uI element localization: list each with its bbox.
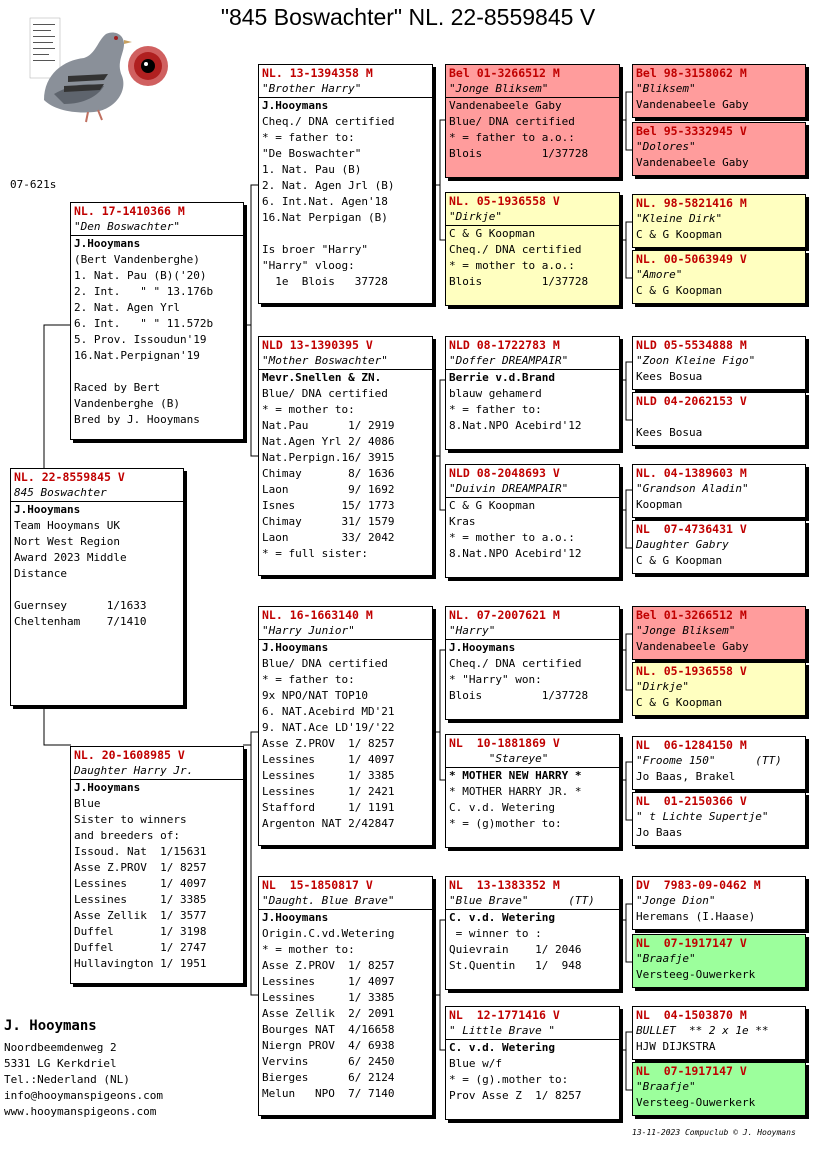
- ancestor-card-5-5[interactable]: [632, 336, 806, 390]
- info-line: C. v.d. Wetering: [449, 1041, 555, 1054]
- info-line: Laon 9/ 1692: [262, 483, 395, 496]
- info-line: Kees Bosua: [636, 370, 703, 383]
- info-line: Asse Zellik 2/ 2091: [262, 1007, 395, 1020]
- info-line: " t Lichte Supertje": [636, 810, 769, 823]
- info-line: Kees Bosua: [636, 426, 703, 439]
- ring-number: NL 06-1284150 M: [636, 738, 747, 752]
- info-line: * = (g)mother to:: [449, 817, 562, 830]
- ring-number: NL 04-1503870 M: [636, 1008, 747, 1022]
- info-line: * = mother to:: [262, 943, 355, 956]
- ancestor-card-5-16[interactable]: [632, 1062, 806, 1116]
- footer-credit: 13-11-2023 Compuclub © J. Hooymans: [632, 1128, 796, 1137]
- info-line: Issoud. Nat 1/15631: [74, 845, 207, 858]
- info-line: Blue w/f: [449, 1057, 502, 1070]
- info-line: "Braafje": [636, 952, 696, 965]
- info-line: Chimay 31/ 1579: [262, 515, 395, 528]
- info-line: 9x NPO/NAT TOP10: [262, 689, 368, 702]
- info-line: Versteeg-Ouwerkerk: [636, 1096, 756, 1109]
- info-line: Blue/ DNA certified: [262, 387, 388, 400]
- info-line: * = mother to:: [262, 403, 355, 416]
- pigeon-name: 845 Boswachter: [11, 485, 183, 502]
- info-line: Versteeg-Ouwerkerk: [636, 968, 756, 981]
- pigeon-name: " Little Brave ": [446, 1023, 619, 1040]
- owner-line: Noordbeemdenweg 2: [4, 1041, 117, 1054]
- pigeon-name: "Mother Boswachter": [259, 353, 432, 370]
- info-line: "Froome 150" (TT): [636, 754, 782, 767]
- info-line: 2. Nat. Agen Jrl (B): [262, 179, 395, 192]
- pigeon-name: "Den Boswachter": [71, 219, 243, 236]
- info-line: Bourges NAT 4/16658: [262, 1023, 395, 1036]
- info-line: Asse Z.PROV 1/ 8257: [74, 861, 207, 874]
- ancestor-card-5-4[interactable]: [632, 250, 806, 304]
- info-line: J.Hooymans: [262, 641, 329, 654]
- info-line: 1. Nat. Pau (B): [262, 163, 362, 176]
- ring-number: NL. 04-1389603 M: [636, 466, 747, 480]
- info-line: "Jonge Dion": [636, 894, 716, 907]
- info-line: Isnes 15/ 1773: [262, 499, 395, 512]
- info-line: Vandenabeele Gaby: [636, 156, 749, 169]
- dam-card[interactable]: [70, 746, 244, 984]
- info-line: Heremans (I.Haase): [636, 910, 756, 923]
- info-line: 16.Nat Perpigan (B): [262, 211, 388, 224]
- info-line: Stafford 1/ 1191: [262, 801, 395, 814]
- ancestor-card-5-12[interactable]: [632, 792, 806, 846]
- info-line: J.Hooymans: [14, 503, 81, 516]
- info-line: "De Boswachter": [262, 147, 362, 160]
- info-line: "Dirkje": [636, 680, 689, 693]
- info-line: Vandenabeele Gaby: [449, 99, 562, 112]
- info-line: Nat.Agen Yrl 2/ 4086: [262, 435, 395, 448]
- ancestor-card-5-7[interactable]: [632, 464, 806, 518]
- info-line: * = full sister:: [262, 547, 368, 560]
- info-line: Jo Baas: [636, 826, 683, 839]
- info-line: "Bliksem": [636, 82, 696, 95]
- info-line: Lessines 1/ 3385: [262, 769, 395, 782]
- info-line: "Kleine Dirk": [636, 212, 723, 225]
- pigeon-name: "Harry Junior": [259, 623, 432, 640]
- ring-number: NL. 98-5821416 M: [636, 196, 747, 210]
- info-line: Raced by Bert: [74, 381, 161, 394]
- info-line: Vandenberghe (B): [74, 397, 180, 410]
- info-line: Cheq./ DNA certified: [449, 657, 582, 670]
- info-line: Berrie v.d.Brand: [449, 371, 555, 384]
- sire-sire-card[interactable]: [258, 64, 433, 304]
- info-line: Vandenabeele Gaby: [636, 98, 749, 111]
- info-line: C & G Koopman: [449, 499, 536, 512]
- info-line: HJW DIJKSTRA: [636, 1040, 716, 1053]
- pigeon-name: "Blue Brave" (TT): [446, 893, 619, 910]
- pedigree-code: 07-621s: [10, 178, 57, 191]
- info-line: Lessines 1/ 2421: [262, 785, 395, 798]
- info-line: C. v.d. Wetering: [449, 911, 555, 924]
- info-line: "Braafje": [636, 1080, 696, 1093]
- info-line: Distance: [14, 567, 67, 580]
- info-line: Blue/ DNA certified: [449, 115, 575, 128]
- info-line: (Bert Vandenberghe): [74, 253, 200, 266]
- info-line: 8.Nat.NPO Acebird'12: [449, 419, 582, 432]
- info-line: Lessines 1/ 3385: [262, 991, 395, 1004]
- pigeon-name: "Jonge Bliksem": [446, 81, 619, 98]
- info-line: Nat.Perpign.16/ 3915: [262, 451, 395, 464]
- info-line: [259, 226, 432, 242]
- ancestor-card-5-14[interactable]: [632, 934, 806, 988]
- info-line: * MOTHER HARRY JR. *: [449, 785, 582, 798]
- info-line: Duffel 1/ 3198: [74, 925, 207, 938]
- ring-number: NL 07-4736431 V: [636, 522, 747, 536]
- info-line: Argenton NAT 2/42847: [262, 817, 395, 830]
- info-line: * = father to:: [449, 403, 542, 416]
- info-line: C & G Koopman: [636, 554, 723, 567]
- ring-number: NL. 07-2007621 M: [449, 608, 560, 622]
- info-line: = winner to :: [449, 927, 542, 940]
- info-line: 6. Int. " " 11.572b: [74, 317, 214, 330]
- info-line: "Amore": [636, 268, 683, 281]
- dam-sire-card[interactable]: [258, 606, 433, 846]
- info-line: 6. NAT.Acebird MD'21: [262, 705, 395, 718]
- info-line: Melun NPO 7/ 7140: [262, 1087, 395, 1100]
- info-line: C & G Koopman: [636, 696, 723, 709]
- ancestor-card-5-3[interactable]: [632, 194, 806, 248]
- ring-number: NL 13-1383352 M: [449, 878, 560, 892]
- info-line: Blue: [74, 797, 101, 810]
- ancestor-card-5-8[interactable]: [632, 520, 806, 574]
- info-line: [633, 409, 805, 425]
- pigeon-name: "Doffer DREAMPAIR": [446, 353, 619, 370]
- ancestor-card-4-8[interactable]: [445, 1006, 620, 1120]
- ring-number: NL. 05-1936558 V: [449, 194, 560, 208]
- info-line: [71, 364, 243, 380]
- info-line: Asse Z.PROV 1/ 8257: [262, 959, 395, 972]
- ring-number: NLD 04-2062153 V: [636, 394, 747, 408]
- info-line: Blois 1/37728: [449, 689, 589, 702]
- info-line: Origin.C.vd.Wetering: [262, 927, 395, 940]
- info-line: Kras: [449, 515, 476, 528]
- pedigree-subject-card[interactable]: [10, 468, 184, 706]
- pigeon-name: "Daught. Blue Brave": [259, 893, 432, 910]
- ancestor-card-4-3[interactable]: [445, 336, 620, 450]
- info-line: [11, 582, 183, 598]
- info-line: and breeders of:: [74, 829, 180, 842]
- dam-dam-card[interactable]: [258, 876, 433, 1116]
- info-line: Vandenabeele Gaby: [636, 640, 749, 653]
- pigeon-name: "Stareye": [446, 751, 619, 768]
- info-line: 2. Nat. Agen Yrl: [74, 301, 180, 314]
- info-line: "Harry" vloog:: [262, 259, 355, 272]
- ring-number: NL 15-1850817 V: [262, 878, 373, 892]
- ring-number: NL. 16-1663140 M: [262, 608, 373, 622]
- ring-number: NL. 13-1394358 M: [262, 66, 373, 80]
- pigeon-name: "Brother Harry": [259, 81, 432, 98]
- info-line: Duffel 1/ 2747: [74, 941, 207, 954]
- info-line: "Jonge Bliksem": [636, 624, 736, 637]
- info-line: 5. Prov. Issoudun'19: [74, 333, 207, 346]
- info-line: C. v.d. Wetering: [449, 801, 555, 814]
- ancestor-card-5-1[interactable]: [632, 64, 806, 118]
- owner-line: Tel.:Nederland (NL): [4, 1073, 130, 1086]
- pigeon-name: "Harry": [446, 623, 619, 640]
- owner-line: 5331 LG Kerkdriel: [4, 1057, 117, 1070]
- info-line: * = father to:: [262, 131, 355, 144]
- ancestor-card-5-10[interactable]: [632, 662, 806, 716]
- owner-email[interactable]: info@hooymanspigeons.com: [4, 1089, 163, 1102]
- ancestor-card-5-15[interactable]: [632, 1006, 806, 1060]
- ring-number: NL 10-1881869 V: [449, 736, 560, 750]
- ancestor-card-5-2[interactable]: [632, 122, 806, 176]
- info-line: Daughter Gabry: [636, 538, 729, 551]
- info-line: J.Hooymans: [262, 99, 329, 112]
- info-line: Lessines 1/ 4097: [74, 877, 207, 890]
- info-line: Chimay 8/ 1636: [262, 467, 395, 480]
- info-line: * MOTHER NEW HARRY *: [449, 769, 582, 782]
- owner-website[interactable]: www.hooymanspigeons.com: [4, 1105, 157, 1118]
- ancestor-card-4-7[interactable]: [445, 876, 620, 990]
- ring-number: NLD 08-1722783 M: [449, 338, 560, 352]
- ring-number: NLD 13-1390395 V: [262, 338, 373, 352]
- info-line: 2. Int. " " 13.176b: [74, 285, 214, 298]
- ring-number: NL. 17-1410366 M: [74, 204, 185, 218]
- ring-number: NL 07-1917147 V: [636, 1064, 747, 1078]
- info-line: Team Hooymans UK: [14, 519, 120, 532]
- info-line: Cheq./ DNA certified: [449, 243, 582, 256]
- page-title: "845 Boswachter" NL. 22-8559845 V: [220, 4, 596, 30]
- owner-name: J. Hooymans: [4, 1018, 97, 1034]
- info-line: Hullavington 1/ 1951: [74, 957, 207, 970]
- info-line: Blois 1/37728: [449, 275, 589, 288]
- info-line: "Grandson Aladin": [636, 482, 749, 495]
- info-line: J.Hooymans: [74, 781, 141, 794]
- info-line: St.Quentin 1/ 948: [449, 959, 582, 972]
- info-line: Prov Asse Z 1/ 8257: [449, 1089, 582, 1102]
- ancestor-card-5-11[interactable]: [632, 736, 806, 790]
- ring-number: NLD 05-5534888 M: [636, 338, 747, 352]
- info-line: Niergn PROV 4/ 6938: [262, 1039, 395, 1052]
- info-line: 8.Nat.NPO Acebird'12: [449, 547, 582, 560]
- info-line: C & G Koopman: [636, 228, 723, 241]
- ring-number: NL. 20-1608985 V: [74, 748, 185, 762]
- info-line: Nat.Pau 1/ 2919: [262, 419, 395, 432]
- info-line: * = (g).mother to:: [449, 1073, 569, 1086]
- info-line: 6. Int.Nat. Agen'18: [262, 195, 388, 208]
- ring-number: NLD 08-2048693 V: [449, 466, 560, 480]
- owner-block: [4, 1018, 163, 1120]
- info-line: * = father to:: [262, 673, 355, 686]
- info-line: Bierges 6/ 2124: [262, 1071, 395, 1084]
- info-line: * "Harry" won:: [449, 673, 542, 686]
- info-line: * = father to a.o.:: [449, 131, 575, 144]
- info-line: Guernsey 1/1633: [14, 599, 147, 612]
- info-line: Blois 1/37728: [449, 147, 589, 160]
- ring-number: NL 07-1917147 V: [636, 936, 747, 950]
- info-line: Lessines 1/ 3385: [74, 893, 207, 906]
- ancestor-card-4-2[interactable]: [445, 192, 620, 306]
- ancestor-card-4-1[interactable]: [445, 64, 620, 178]
- ring-number: NL. 22-8559845 V: [14, 470, 125, 484]
- info-line: Lessines 1/ 4097: [262, 975, 395, 988]
- info-line: Award 2023 Middle: [14, 551, 127, 564]
- info-line: blauw gehamerd: [449, 387, 542, 400]
- info-line: Laon 33/ 2042: [262, 531, 395, 544]
- info-line: C & G Koopman: [636, 284, 723, 297]
- info-line: Koopman: [636, 498, 683, 511]
- info-line: 1e Blois 37728: [262, 275, 388, 288]
- ring-number: Bel 98-3158062 M: [636, 66, 747, 80]
- ancestor-card-4-4[interactable]: [445, 464, 620, 578]
- pigeon-name: "Duivin DREAMPAIR": [446, 481, 619, 498]
- pigeon-name: Daughter Harry Jr.: [71, 763, 243, 780]
- ring-number: NL. 00-5063949 V: [636, 252, 747, 266]
- ring-number: NL. 05-1936558 V: [636, 664, 747, 678]
- sire-dam-card[interactable]: [258, 336, 433, 576]
- info-line: Sister to winners: [74, 813, 187, 826]
- info-line: Quievrain 1/ 2046: [449, 943, 582, 956]
- info-line: Cheltenham 7/1410: [14, 615, 147, 628]
- ring-number: Bel 01-3266512 M: [449, 66, 560, 80]
- info-line: 1. Nat. Pau (B)('20): [74, 269, 207, 282]
- ancestor-card-4-5[interactable]: [445, 606, 620, 720]
- ring-number: Bel 01-3266512 M: [636, 608, 747, 622]
- info-line: J.Hooymans: [449, 641, 516, 654]
- ring-number: DV 7983-09-0462 M: [636, 878, 761, 892]
- info-line: J.Hooymans: [262, 911, 329, 924]
- ancestor-card-4-6[interactable]: [445, 734, 620, 848]
- info-line: "Zoon Kleine Figo": [636, 354, 756, 367]
- ancestor-card-5-6[interactable]: [632, 392, 806, 446]
- info-line: Jo Baas, Brakel: [636, 770, 736, 783]
- info-line: Lessines 1/ 4097: [262, 753, 395, 766]
- ring-number: NL 01-2150366 V: [636, 794, 747, 808]
- info-line: Asse Zellik 1/ 3577: [74, 909, 207, 922]
- info-line: Cheq./ DNA certified: [262, 115, 395, 128]
- info-line: Is broer "Harry": [262, 243, 368, 256]
- info-line: "Dolores": [636, 140, 696, 153]
- pigeon-name: "Dirkje": [446, 209, 619, 226]
- info-line: * = mother to a.o.:: [449, 531, 575, 544]
- ancestor-card-5-13[interactable]: [632, 876, 806, 930]
- info-line: Nort West Region: [14, 535, 120, 548]
- info-line: C & G Koopman: [449, 227, 536, 240]
- info-line: 9. NAT.Ace LD'19/'22: [262, 721, 395, 734]
- info-line: Blue/ DNA certified: [262, 657, 388, 670]
- sire-card[interactable]: [70, 202, 244, 440]
- info-line: Bred by J. Hooymans: [74, 413, 200, 426]
- info-line: Vervins 6/ 2450: [262, 1055, 395, 1068]
- info-line: BULLET ** 2 x 1e **: [636, 1024, 769, 1037]
- ancestor-card-5-9[interactable]: [632, 606, 806, 660]
- info-line: * = mother to a.o.:: [449, 259, 575, 272]
- info-line: Asse Z.PROV 1/ 8257: [262, 737, 395, 750]
- info-line: 16.Nat.Perpignan'19: [74, 349, 200, 362]
- info-line: J.Hooymans: [74, 237, 141, 250]
- info-line: Mevr.Snellen & ZN.: [262, 371, 382, 384]
- ring-number: NL 12-1771416 V: [449, 1008, 560, 1022]
- ring-number: Bel 95-3332945 V: [636, 124, 747, 138]
